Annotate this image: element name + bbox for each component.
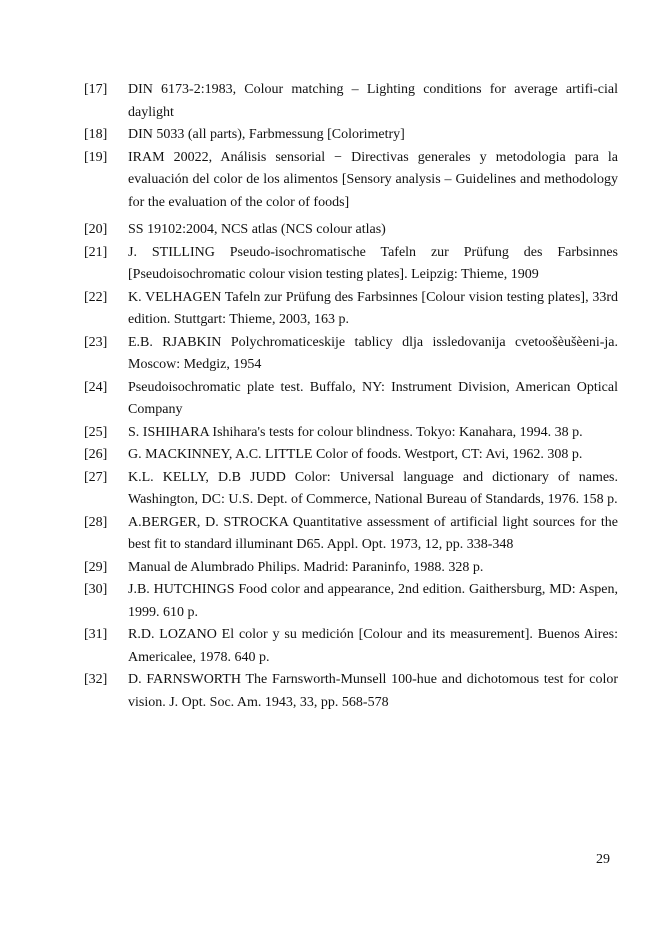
reference-number: [26] (84, 447, 108, 462)
reference-text: R.D. LOZANO El color y su medición [Colour and its measurement]. Buenos Aires: Americalee, 1978. 640 p. (128, 627, 618, 665)
reference-item (84, 79, 618, 124)
reference-number: [30] (84, 582, 108, 597)
reference-number: [23] (84, 334, 108, 350)
reference-text: Pseudoisochromatic plate test. Buffalo, NY: Instrument Division, American Optical Company (128, 379, 618, 417)
reference-text: A.BERGER, D. STROCKA Quantitative assessment of artificial light sources for the best fit to standard illuminant D65. Appl. Opt. 1973, 12, pp. 338-348 (128, 514, 618, 552)
reference-item (84, 147, 618, 215)
reference-text: DIN 5033 (all parts), Farbmessung [Colorimetry] (128, 127, 405, 142)
reference-item (84, 287, 618, 332)
reference-number: [32] (84, 672, 108, 687)
page-number: 29 (596, 852, 610, 867)
reference-text: K. VELHAGEN Tafeln zur Prüfung des Farbsinnes [Colour vision testing plates], 33rd edition. Stuttgart: Thieme, 2003, 163 p. (128, 289, 618, 327)
reference-number: [17] (84, 82, 108, 97)
reference-number: [22] (84, 289, 108, 305)
reference-item (84, 124, 618, 147)
reference-list (84, 79, 618, 714)
reference-item (84, 624, 618, 669)
reference-number: [25] (84, 424, 108, 440)
reference-text: G. MACKINNEY, A.C. LITTLE Color of foods. Westport, CT: Avi, 1962. 308 p. (128, 447, 583, 462)
reference-item (84, 669, 618, 714)
reference-text: D. FARNSWORTH The Farnsworth-Munsell 100-hue and dichotomous test for color vision. J. Opt. Soc. Am. 1943, 33, pp. 568-578 (128, 672, 618, 710)
reference-text: SS 19102:2004, NCS atlas (NCS colour atlas) (128, 222, 386, 237)
reference-text: K.L. KELLY, D.B JUDD Color: Universal language and dictionary of names. Washington, DC: U.S. Dept. of Commerce, National Bureau of Standards, 1976. 158 p. (128, 469, 618, 507)
reference-number: [31] (84, 627, 108, 642)
reference-item (84, 444, 618, 467)
reference-number: [19] (84, 149, 108, 165)
reference-text: J.B. HUTCHINGS Food color and appearance, 2nd edition. Gaithersburg, MD: Aspen, 1999. 610 p. (128, 582, 618, 620)
reference-item (84, 219, 618, 242)
reference-number: [18] (84, 127, 108, 142)
reference-item (84, 422, 618, 445)
reference-text: S. ISHIHARA Ishihara's tests for colour blindness. Tokyo: Kanahara, 1994. 38 p. (128, 424, 583, 440)
reference-item (84, 332, 618, 377)
reference-number: [29] (84, 559, 108, 575)
reference-item (84, 377, 618, 422)
reference-text: IRAM 20022, Análisis sensorial − Directivas generales y metodologia para la evaluación del color de los alimentos [Sensory analysis – Guidelines and methodology for the evaluation of the color of foods] (128, 149, 618, 210)
reference-text: Manual de Alumbrado Philips. Madrid: Paraninfo, 1988. 328 p. (128, 559, 484, 575)
reference-number: [28] (84, 514, 108, 530)
reference-item (84, 242, 618, 287)
reference-text: J. STILLING Pseudo-isochromatische Tafeln zur Prüfung des Farbsinnes [Pseudoisochromatic colour vision testing plates]. Leipzig: Thieme, 1909 (128, 244, 618, 282)
reference-number: [27] (84, 469, 108, 485)
reference-item (84, 467, 618, 512)
reference-text: DIN 6173-2:1983, Colour matching – Lighting conditions for average artifi-cial daylight (128, 82, 618, 120)
reference-item (84, 557, 618, 580)
reference-number: [20] (84, 222, 108, 237)
reference-item (84, 579, 618, 624)
reference-number: [21] (84, 244, 108, 260)
reference-number: [24] (84, 379, 108, 395)
reference-text: E.B. RJABKIN Polychromaticeskije tablicy dlja issledovanija cvetoošèušèeni-ja. Moscow: Medgiz, 1954 (128, 334, 618, 372)
reference-item (84, 512, 618, 557)
